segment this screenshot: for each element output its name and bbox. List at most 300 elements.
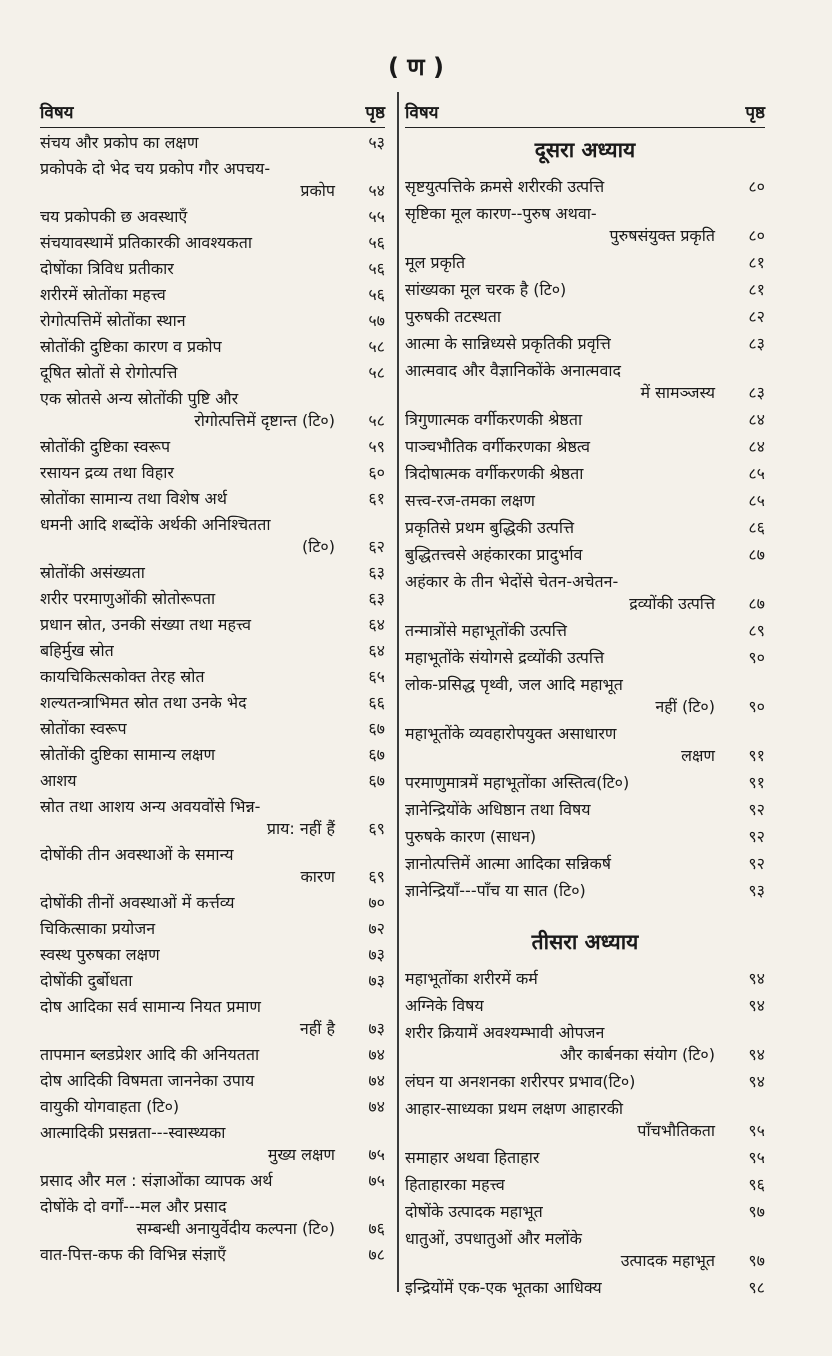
- toc-entry-title: [40, 614, 341, 636]
- toc-entry-page: ८१: [748, 280, 765, 299]
- toc-entry-title: [40, 692, 341, 714]
- toc-entry-page: ९०: [748, 648, 765, 667]
- toc-entry-line: ज्ञानेन्द्रियोंके अधिष्ठान तथा विषय: [405, 800, 591, 819]
- toc-entry-line: तन्मात्रोंसे महाभूतोंकी उत्पत्ति: [405, 621, 567, 640]
- toc-entry-title: [40, 562, 341, 584]
- toc-entry: [405, 647, 765, 669]
- toc-entry-line: आत्मादिकी प्रसन्नता---स्वास्थ्यका: [40, 1123, 226, 1142]
- toc-entry-page: ५३: [368, 133, 385, 152]
- toc-entry: [405, 571, 765, 615]
- toc-entry: [40, 562, 385, 584]
- page-heading: पृष्ठ: [365, 103, 385, 123]
- toc-entry-title: [405, 544, 721, 566]
- toc-entry-line: लंघन या अनशनका शरीरपर प्रभाव(टि०): [405, 1072, 636, 1091]
- toc-entry-title: [405, 826, 721, 848]
- toc-entry-page: ६३: [368, 589, 385, 608]
- toc-entry: [405, 1098, 765, 1142]
- toc-entry-line: अहंकार के तीन भेदोंसे चेतन-अचेतन-: [405, 572, 619, 591]
- toc-entry-line: स्रोतोंका सामान्य तथा विशेष अर्थ: [40, 489, 227, 508]
- toc-entry-line: स्वस्थ पुरुषका लक्षण: [40, 945, 160, 964]
- subject-heading: विषय: [405, 103, 439, 123]
- toc-entry: [40, 718, 385, 740]
- toc-entry-page: ८४: [748, 410, 765, 429]
- toc-entry-line: पुरुषकी तटस्थता: [405, 307, 501, 326]
- chapter-3-entry-list: [405, 968, 765, 1299]
- toc-entry: [40, 132, 385, 154]
- toc-entry-line: शरीर क्रियामें अवश्यम्भावी ओपजन: [405, 1023, 605, 1042]
- toc-entry-title: [40, 588, 341, 610]
- toc-entry: [40, 844, 385, 888]
- toc-entry-line: एक स्रोतसे अन्य स्रोतोंकी पुष्टि और: [40, 389, 239, 408]
- toc-entry-line: सत्त्व-रज-तमका लक्षण: [405, 491, 535, 510]
- toc-entry: [40, 796, 385, 840]
- toc-entry: [405, 1147, 765, 1169]
- toc-entry-line: सृष्टयुत्पत्तिके क्रमसे शरीरकी उत्पत्ति: [405, 177, 605, 196]
- toc-entry-title: [40, 158, 341, 202]
- toc-entry: [405, 360, 765, 404]
- toc-entry-page: ७४: [368, 1097, 385, 1116]
- toc-entry-line: प्रकोप: [300, 181, 335, 200]
- toc-entry-line: सम्बन्धी अनायुर्वेदीय कल्पना (टि०): [136, 1219, 335, 1238]
- toc-entry: [40, 1244, 385, 1266]
- toc-entry-title: [405, 1277, 721, 1299]
- toc-entry-page: ९३: [748, 881, 765, 900]
- toc-entry: [40, 258, 385, 280]
- toc-entry: [405, 544, 765, 566]
- toc-entry-line: दोषोंके दो वर्गों---मल और प्रसाद: [40, 1197, 227, 1216]
- toc-entry: [405, 333, 765, 355]
- toc-entry-page: ८९: [748, 621, 765, 640]
- right-column: [405, 100, 765, 1304]
- toc-entry-page: ६४: [368, 615, 385, 634]
- toc-entry: [405, 1174, 765, 1196]
- toc-entry-title: [40, 388, 341, 432]
- toc-entry-page: ९४: [748, 1045, 765, 1064]
- toc-entry-title: [40, 892, 341, 914]
- toc-entry-title: [405, 360, 721, 404]
- toc-entry-line: रसायन द्रव्य तथा विहार: [40, 463, 174, 482]
- toc-entry: [40, 284, 385, 306]
- column-divider: [397, 92, 399, 1292]
- toc-entry-title: [40, 1170, 341, 1192]
- toc-entry-title: [405, 1098, 721, 1142]
- toc-entry: [405, 176, 765, 198]
- toc-entry-line: प्रकोपके दो भेद चय प्रकोप गौर अपचय-: [40, 159, 271, 178]
- toc-entry: [405, 1228, 765, 1272]
- toc-entry-title: [405, 409, 721, 431]
- toc-entry-line: प्रकृतिसे प्रथम बुद्धिकी उत्पत्ति: [405, 518, 575, 537]
- toc-entry-page: ९७: [748, 1202, 765, 1221]
- toc-entry: [40, 1096, 385, 1118]
- toc-entry-line: पाञ्चभौतिक वर्गीकरणका श्रेष्ठत्व: [405, 437, 591, 456]
- toc-entry: [405, 674, 765, 718]
- toc-entry-line: परमाणुमात्रमें महाभूतोंका अस्तित्व(टि०): [405, 773, 630, 792]
- toc-entry-title: [40, 744, 341, 766]
- toc-entry-line: धातुओं, उपधातुओं और मलोंके: [405, 1229, 582, 1248]
- toc-entry-line: लक्षण: [681, 746, 715, 765]
- toc-entry: [40, 996, 385, 1040]
- toc-entry-title: [405, 1071, 721, 1093]
- toc-entry-line: में सामञ्जस्य: [640, 383, 715, 402]
- toc-entry-line: और कार्बनका संयोग (टि०): [559, 1045, 715, 1064]
- toc-entry-line: दूषित स्रोतों से रोगोत्पत्ति: [40, 363, 178, 382]
- chapter-title: तीसरा अध्याय: [531, 930, 639, 954]
- toc-entry-page: ६९: [368, 867, 385, 886]
- toc-entry: [40, 310, 385, 332]
- toc-entry-line: सृष्टिका मूल कारण--पुरुष अथवा-: [405, 204, 597, 223]
- toc-entry-line: स्रोतोंका स्वरूप: [40, 719, 127, 738]
- toc-entry: [40, 206, 385, 228]
- toc-entry-line: समाहार अथवा हिताहार: [405, 1148, 540, 1167]
- toc-entry-line: महाभूतोंके संयोगसे द्रव्योंकी उत्पत्ति: [405, 648, 605, 667]
- toc-entry-line: शल्यतन्त्राभिमत स्रोत तथा उनके भेद: [40, 693, 247, 712]
- toc-entry-line: उत्पादक महाभूत: [620, 1251, 715, 1270]
- toc-entry-page: ९४: [748, 996, 765, 1015]
- toc-entry-line: वायुकी योगवाहता (टि०): [40, 1097, 180, 1116]
- toc-entry: [40, 770, 385, 792]
- toc-entry-line: दोष आदिकी विषमता जाननेका उपाय: [40, 1071, 255, 1090]
- toc-entry-title: [40, 258, 341, 280]
- toc-entry-page: ८०: [748, 177, 765, 196]
- toc-entry-line: दोष आदिका सर्व सामान्य नियत प्रमाण: [40, 997, 261, 1016]
- toc-entry-title: [40, 362, 341, 384]
- toc-entry-line: प्रधान स्रोत, उनकी संख्या तथा महत्त्व: [40, 615, 252, 634]
- toc-entry-title: [40, 666, 341, 688]
- toc-entry-line: मुख्य लक्षण: [267, 1145, 335, 1164]
- toc-entry-page: ६१: [368, 489, 385, 508]
- toc-entry-line: वात-पित्त-कफ की विभिन्न संज्ञाएँ: [40, 1245, 226, 1264]
- toc-entry-line: त्रिदोषात्मक वर्गीकरणकी श्रेष्ठता: [405, 464, 584, 483]
- toc-entry-page: ७३: [368, 1019, 385, 1038]
- toc-entry-line: बहिर्मुख स्रोत: [40, 641, 114, 660]
- toc-entry-page: ५८: [368, 337, 385, 356]
- toc-entry: [40, 362, 385, 384]
- toc-entry-page: ८६: [748, 518, 765, 537]
- toc-entry-page: ७४: [368, 1045, 385, 1064]
- toc-entry-title: [40, 436, 341, 458]
- toc-entry-line: आहार-साध्यका प्रथम लक्षण आहारकी: [405, 1099, 624, 1118]
- toc-entry: [405, 853, 765, 875]
- toc-entry-line: आत्मवाद और वैज्ञानिकोंके अनात्मवाद: [405, 361, 622, 380]
- toc-entry-page: ५६: [368, 233, 385, 252]
- toc-entry-page: ९१: [748, 746, 765, 765]
- toc-entry: [40, 1196, 385, 1240]
- toc-entry: [405, 490, 765, 512]
- toc-entry-line: शरीरमें स्रोतोंका महत्त्व: [40, 285, 166, 304]
- toc-entry-title: [405, 490, 721, 512]
- toc-entry: [40, 666, 385, 688]
- toc-entry-title: [40, 1096, 341, 1118]
- toc-entry-title: [405, 620, 721, 642]
- toc-entry: [40, 744, 385, 766]
- toc-entry: [405, 1022, 765, 1066]
- toc-entry-title: [40, 336, 341, 358]
- toc-entry-title: [40, 1196, 341, 1240]
- toc-entry-title: [40, 918, 341, 940]
- toc-entry-title: [405, 799, 721, 821]
- toc-entry: [40, 1122, 385, 1166]
- toc-entry-title: [405, 674, 721, 718]
- toc-entry: [405, 723, 765, 767]
- toc-entry-page: ८०: [748, 226, 765, 245]
- toc-entry: [405, 826, 765, 848]
- toc-entry: [405, 436, 765, 458]
- toc-entry: [40, 1044, 385, 1066]
- toc-entry: [40, 232, 385, 254]
- toc-entry-page: ८५: [748, 464, 765, 483]
- toc-entry-page: ७४: [368, 1071, 385, 1090]
- toc-entry-line: द्रव्योंकी उत्पत्ति: [629, 594, 715, 613]
- toc-entry: [405, 995, 765, 1017]
- toc-entry-page: ५६: [368, 285, 385, 304]
- toc-entry: [40, 892, 385, 914]
- toc-entry-page: ७८: [368, 1245, 385, 1264]
- toc-entry-title: [405, 772, 721, 794]
- left-header: [40, 100, 385, 128]
- toc-entry-line: मूल प्रकृति: [405, 253, 466, 272]
- toc-entry: [405, 799, 765, 821]
- toc-entry-line: संचयावस्थामें प्रतिकारकी आवश्यकता: [40, 233, 252, 252]
- toc-entry-page: ७६: [368, 1219, 385, 1238]
- chapter-title: दूसरा अध्याय: [534, 138, 636, 162]
- toc-entry-page: ८४: [748, 437, 765, 456]
- toc-entry-title: [405, 333, 721, 355]
- toc-entry-page: ८१: [748, 253, 765, 272]
- toc-entry-title: [405, 880, 721, 902]
- toc-entry-title: [40, 944, 341, 966]
- toc-entry: [405, 203, 765, 247]
- toc-entry-line: पाँचभौतिकता: [637, 1121, 715, 1140]
- toc-entry-line: ज्ञानेन्द्रियाँ---पाँच या सात (टि०): [405, 881, 586, 900]
- toc-entry: [40, 588, 385, 610]
- toc-entry-title: [405, 252, 721, 274]
- toc-entry-title: [405, 1147, 721, 1169]
- toc-entry-line: शरीर परमाणुओंकी स्रोतोरूपता: [40, 589, 216, 608]
- toc-entry: [405, 968, 765, 990]
- toc-entry-title: [40, 996, 341, 1040]
- toc-entry-title: [405, 436, 721, 458]
- toc-entry: [405, 409, 765, 431]
- toc-entry-line: कायचिकित्सकोक्त तेरह स्रोत: [40, 667, 205, 686]
- toc-entry-page: ९२: [748, 800, 765, 819]
- subject-heading: विषय: [40, 103, 74, 123]
- toc-entry-line: महाभूतोंके व्यवहारोपयुक्त असाधारण: [405, 724, 617, 743]
- toc-entry-title: [405, 571, 721, 615]
- toc-entry-title: [405, 306, 721, 328]
- toc-entry-page: ८७: [748, 594, 765, 613]
- toc-entry: [40, 918, 385, 940]
- toc-entry-title: [40, 1070, 341, 1092]
- toc-entry-line: दोषोंकी दुर्बोधता: [40, 971, 133, 990]
- toc-entry-title: [40, 206, 341, 228]
- toc-entry-page: ५६: [368, 259, 385, 278]
- toc-entry-page: ८२: [748, 307, 765, 326]
- toc-entry-page: ७३: [368, 971, 385, 990]
- toc-entry-page: ६६: [368, 693, 385, 712]
- toc-entry-page: ६७: [368, 745, 385, 764]
- toc-entry-line: दोषोंका त्रिविध प्रतीकार: [40, 259, 174, 278]
- toc-entry-line: रोगोत्पत्तिमें दृष्टान्त (टि०): [194, 411, 335, 430]
- toc-entry-line: (टि०): [301, 537, 335, 556]
- toc-entry: [40, 970, 385, 992]
- toc-entry-page: ५८: [368, 363, 385, 382]
- toc-entry-page: ६९: [368, 819, 385, 838]
- toc-entry-title: [405, 1022, 721, 1066]
- toc-entry-page: ९७: [748, 1251, 765, 1270]
- toc-entry-page: ७०: [368, 893, 385, 912]
- toc-entry: [405, 620, 765, 642]
- toc-entry: [405, 252, 765, 274]
- toc-entry-page: ६७: [368, 771, 385, 790]
- toc-entry: [40, 388, 385, 432]
- toc-entry-page: ६३: [368, 563, 385, 582]
- toc-entry-line: पुरुषके कारण (साधन): [405, 827, 537, 846]
- toc-entry-page: ६२: [368, 537, 385, 556]
- toc-entry-page: ८३: [748, 383, 765, 402]
- toc-entry-line: अग्निके विषय: [405, 996, 484, 1015]
- toc-entry-page: ९४: [748, 969, 765, 988]
- toc-entry-page: ८७: [748, 545, 765, 564]
- toc-entry: [405, 279, 765, 301]
- toc-entry: [40, 488, 385, 510]
- toc-entry-page: ६७: [368, 719, 385, 738]
- chapter-2-entry-list: [405, 176, 765, 902]
- toc-entry: [405, 1277, 765, 1299]
- toc-entry: [40, 336, 385, 358]
- toc-entry-title: [40, 462, 341, 484]
- toc-entry-line: इन्द्रियोंमें एक-एक भूतका आधिक्य: [405, 1278, 602, 1297]
- toc-entry-line: आशय: [40, 771, 77, 790]
- toc-entry-line: स्रोत तथा आशय अन्य अवयवोंसे भिन्न-: [40, 797, 261, 816]
- toc-entry-line: स्रोतोंकी असंख्यता: [40, 563, 145, 582]
- toc-entry-line: ज्ञानोत्पत्तिमें आत्मा आदिका सन्निकर्ष: [405, 854, 611, 873]
- toc-entry-title: [40, 640, 341, 662]
- toc-entry: [40, 158, 385, 202]
- toc-entry: [40, 614, 385, 636]
- toc-entry-title: [40, 844, 341, 888]
- toc-entry-line: लोक-प्रसिद्ध पृथ्वी, जल आदि महाभूत: [405, 675, 623, 694]
- toc-entry-title: [405, 279, 721, 301]
- toc-entry-title: [40, 1122, 341, 1166]
- toc-entry: [405, 463, 765, 485]
- toc-entry: [40, 462, 385, 484]
- toc-entry: [405, 1201, 765, 1223]
- toc-entry-line: चय प्रकोपकी छ अवस्थाएँ: [40, 207, 188, 226]
- toc-entry-line: त्रिगुणात्मक वर्गीकरणकी श्रेष्ठता: [405, 410, 583, 429]
- toc-entry-page: ९२: [748, 827, 765, 846]
- toc-entry-page: ५९: [368, 437, 385, 456]
- toc-entry-line: महाभूतोंका शरीरमें कर्म: [405, 969, 538, 988]
- toc-entry-line: दोषोंकी तीनों अवस्थाओं में कर्त्तव्य: [40, 893, 235, 912]
- toc-entry-title: [40, 718, 341, 740]
- toc-entry-title: [40, 232, 341, 254]
- toc-entry-title: [405, 723, 721, 767]
- toc-entry: [40, 1070, 385, 1092]
- toc-entry: [405, 306, 765, 328]
- toc-entry-line: दोषोंके उत्पादक महाभूत: [405, 1202, 543, 1221]
- toc-entry-line: स्रोतोंकी दुष्टिका कारण व प्रकोप: [40, 337, 222, 356]
- left-column: [40, 100, 385, 1270]
- toc-entry-page: ९४: [748, 1072, 765, 1091]
- toc-entry-title: [40, 970, 341, 992]
- toc-entry-title: [405, 1174, 721, 1196]
- toc-entry-line: रोगोत्पत्तिमें स्रोतोंका स्थान: [40, 311, 186, 330]
- toc-entry-line: आत्मा के सान्निध्यसे प्रकृतिकी प्रवृत्ति: [405, 334, 611, 353]
- toc-entry-line: धमनी आदि शब्दोंके अर्थकी अनिश्चितता: [40, 515, 271, 534]
- toc-entry-title: [40, 1044, 341, 1066]
- toc-entry-page: ५५: [368, 207, 385, 226]
- toc-entry-line: नहीं है: [299, 1019, 335, 1038]
- toc-entry-title: [405, 853, 721, 875]
- toc-entry-page: ६५: [368, 667, 385, 686]
- toc-entry-line: नहीं (टि०): [655, 697, 715, 716]
- toc-entry: [405, 772, 765, 794]
- toc-entry-page: ९६: [748, 1175, 765, 1194]
- toc-entry-title: [405, 203, 721, 247]
- toc-entry: [405, 517, 765, 539]
- toc-entry-title: [405, 968, 721, 990]
- toc-entry-line: प्रसाद और मल : संज्ञाओंका व्यापक अर्थ: [40, 1171, 273, 1190]
- toc-entry-line: हिताहारका महत्त्व: [405, 1175, 505, 1194]
- toc-entry-page: ५८: [368, 411, 385, 430]
- toc-entry-title: [405, 463, 721, 485]
- toc-entry-title: [405, 1201, 721, 1223]
- toc-entry: [405, 880, 765, 902]
- page-number: ( ण ): [387, 53, 444, 81]
- toc-entry: [405, 1071, 765, 1093]
- toc-entry-line: कारण: [300, 867, 335, 886]
- toc-entry-line: प्राय: नहीं हैं: [266, 819, 335, 838]
- toc-entry-page: ९२: [748, 854, 765, 873]
- toc-entry-title: [405, 1228, 721, 1272]
- toc-entry-page: ६४: [368, 641, 385, 660]
- toc-entry-page: ७२: [368, 919, 385, 938]
- toc-entry-title: [40, 132, 341, 154]
- toc-entry-title: [40, 488, 341, 510]
- toc-entry-title: [40, 310, 341, 332]
- toc-entry-page: ८५: [748, 491, 765, 510]
- toc-entry: [40, 1170, 385, 1192]
- toc-entry-title: [405, 517, 721, 539]
- toc-entry-page: ५४: [368, 181, 385, 200]
- toc-entry-line: तापमान ब्लडप्रेशर आदि की अनियतता: [40, 1045, 260, 1064]
- toc-entry-page: ६०: [368, 463, 385, 482]
- toc-entry-page: ७५: [368, 1145, 385, 1164]
- toc-entry-line: बुद्धितत्त्वसे अहंकारका प्रादुर्भाव: [405, 545, 583, 564]
- toc-entry-line: चिकित्साका प्रयोजन: [40, 919, 156, 938]
- toc-entry-title: [40, 514, 341, 558]
- toc-entry: [40, 640, 385, 662]
- toc-entry: [40, 692, 385, 714]
- toc-entry-page: ९५: [748, 1148, 765, 1167]
- toc-entry-page: ९०: [748, 697, 765, 716]
- toc-entry-line: सांख्यका मूल चरक है (टि०): [405, 280, 567, 299]
- toc-entry-page: ९८: [748, 1278, 765, 1297]
- toc-entry-title: [405, 647, 721, 669]
- toc-entry-title: [40, 284, 341, 306]
- toc-entry-line: संचय और प्रकोप का लक्षण: [40, 133, 199, 152]
- toc-entry-page: ९५: [748, 1121, 765, 1140]
- left-entry-list: [40, 132, 385, 1266]
- toc-entry-page: ५७: [368, 311, 385, 330]
- toc-entry: [40, 514, 385, 558]
- toc-entry-line: स्रोतोंकी दुष्टिका स्वरूप: [40, 437, 171, 456]
- toc-entry-title: [405, 995, 721, 1017]
- toc-entry-page: ७५: [368, 1171, 385, 1190]
- toc-entry-title: [40, 1244, 341, 1266]
- toc-entry-line: पुरुषसंयुक्त प्रकृति: [609, 226, 715, 245]
- toc-entry-line: दोषोंकी तीन अवस्थाओं के समान्य: [40, 845, 234, 864]
